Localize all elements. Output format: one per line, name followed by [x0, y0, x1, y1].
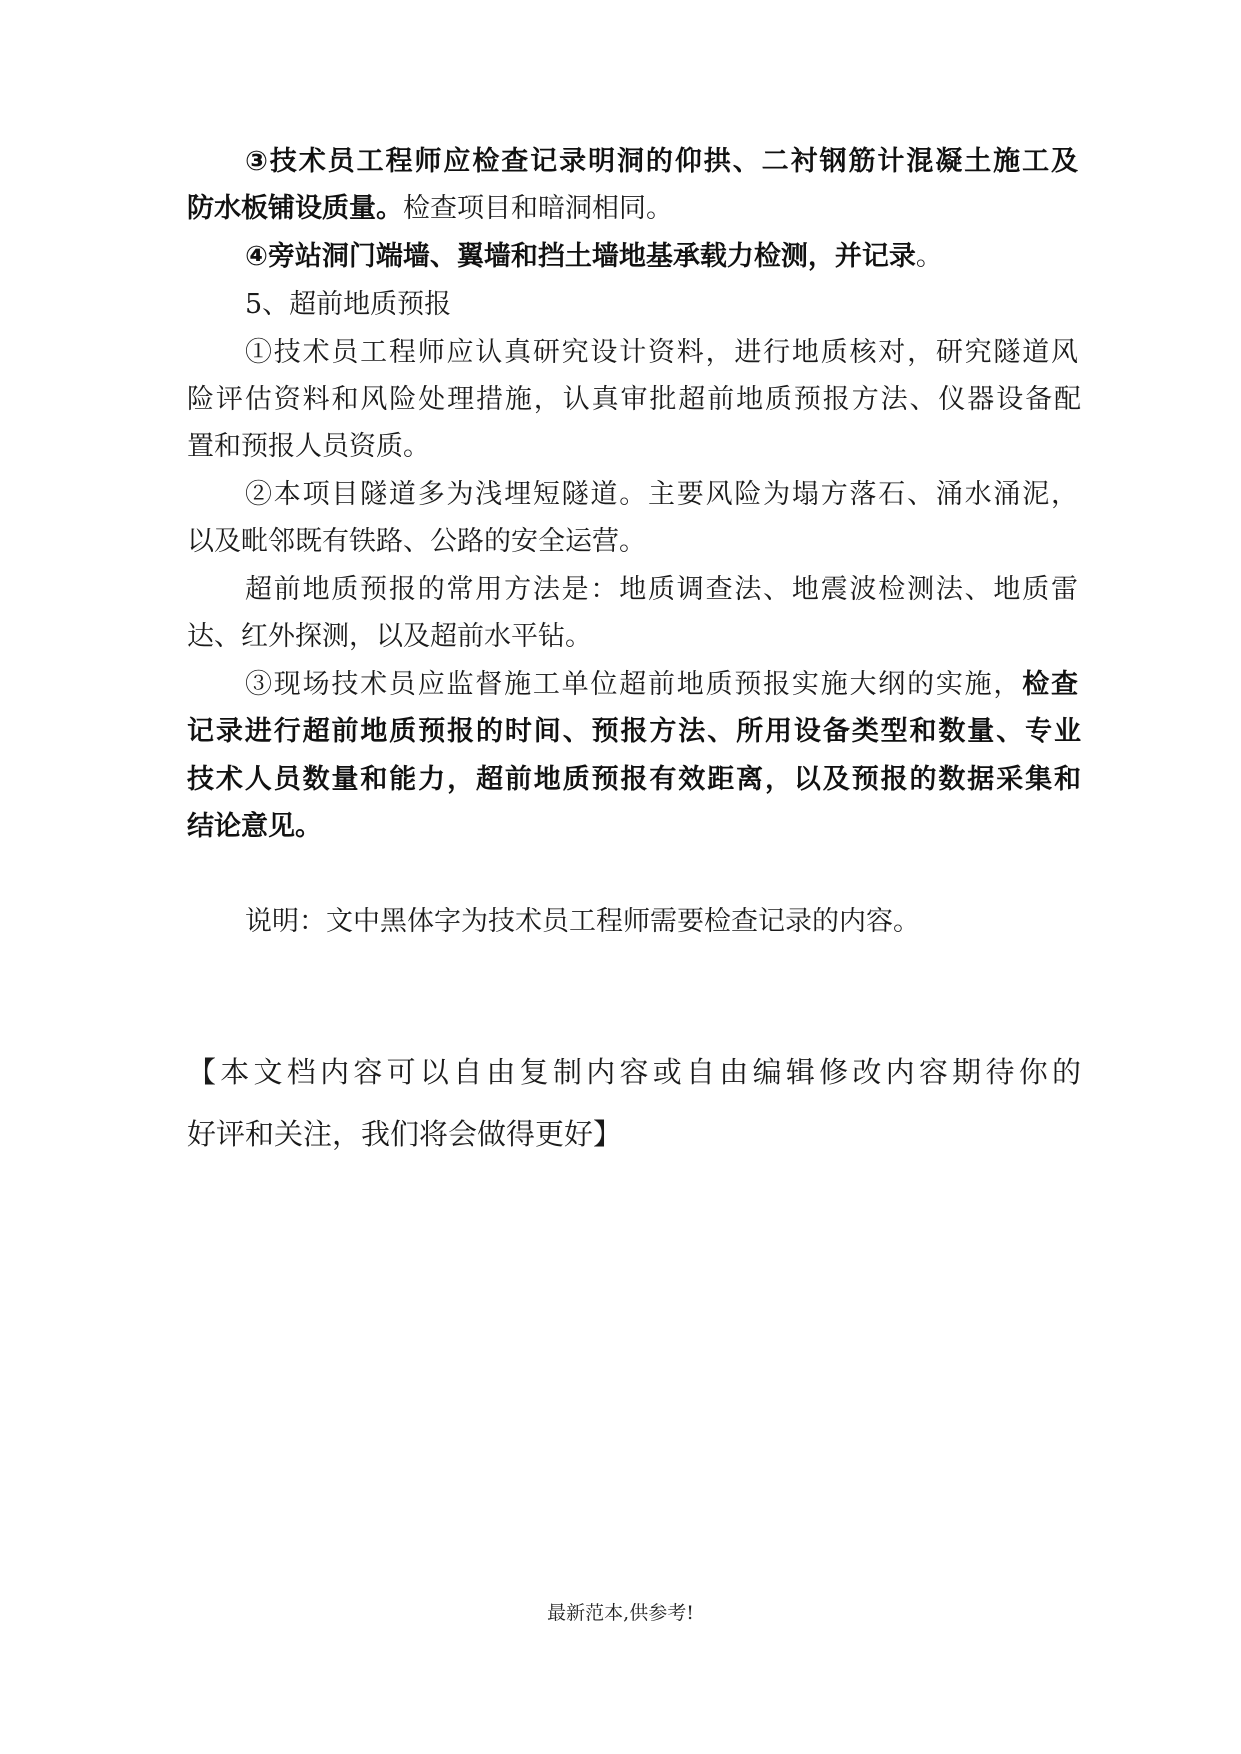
- note-text: 说明：文中黑体字为技术员工程师需要检查记录的内容。: [245, 906, 920, 937]
- paragraph-item3-line2: [187, 190, 1081, 228]
- bold-text: ④旁站洞门端墙、翼墙和挡土墙地基承载力检测，并记录: [245, 241, 916, 272]
- paragraph-item3-line4: 结论意见。: [187, 811, 322, 842]
- paragraph-item2-line2: 以及毗邻既有铁路、公路的安全运营。: [187, 526, 646, 557]
- notice-line2: 好评和关注，我们将会做得更好】: [187, 1117, 623, 1151]
- normal-text: 。: [915, 241, 943, 272]
- paragraph-item1-line1: ①技术员工程师应认真研究设计资料，进行地质核对，研究隧道风: [245, 337, 1078, 368]
- notice-line1: 【本文档内容可以自由复制内容或自由编辑修改内容期待你的: [187, 1055, 1081, 1089]
- paragraph-item1-line3: 置和预报人员资质。: [187, 431, 430, 462]
- paragraph-item4: [245, 238, 1078, 276]
- page-footer: 最新范本,供参考!: [547, 1602, 694, 1624]
- normal-text: 检查项目和暗洞相同。: [403, 193, 673, 224]
- bold-text: 检查: [1022, 669, 1079, 700]
- normal-text: ③现场技术员应监督施工单位超前地质预报实施大纲的实施，: [245, 669, 1023, 700]
- paragraph-methods-line1: 超前地质预报的常用方法是：地质调查法、地震波检测法、地质雷: [245, 574, 1078, 605]
- paragraph-item2-line1: ②本项目隧道多为浅埋短隧道。主要风险为塌方落石、涌水涌泥，: [245, 479, 1078, 510]
- paragraph-methods-line2: 达、红外探测，以及超前水平钻。: [187, 621, 592, 652]
- paragraph-item3-line2: 记录进行超前地质预报的时间、预报方法、所用设备类型和数量、专业: [187, 716, 1081, 747]
- bold-text: 防水板铺设质量。: [187, 193, 403, 224]
- paragraph-item3-line1: ③技术员工程师应检查记录明洞的仰拱、二衬钢筋计混凝土施工及: [245, 146, 1078, 177]
- paragraph-item1-line2: 险评估资料和风险处理措施，认真审批超前地质预报方法、仪器设备配: [187, 384, 1081, 415]
- paragraph-item3-line1: [245, 666, 1078, 704]
- section-heading: 5、超前地质预报: [245, 289, 452, 320]
- paragraph-item3-line3: 技术人员数量和能力，超前地质预报有效距离，以及预报的数据采集和: [187, 764, 1081, 795]
